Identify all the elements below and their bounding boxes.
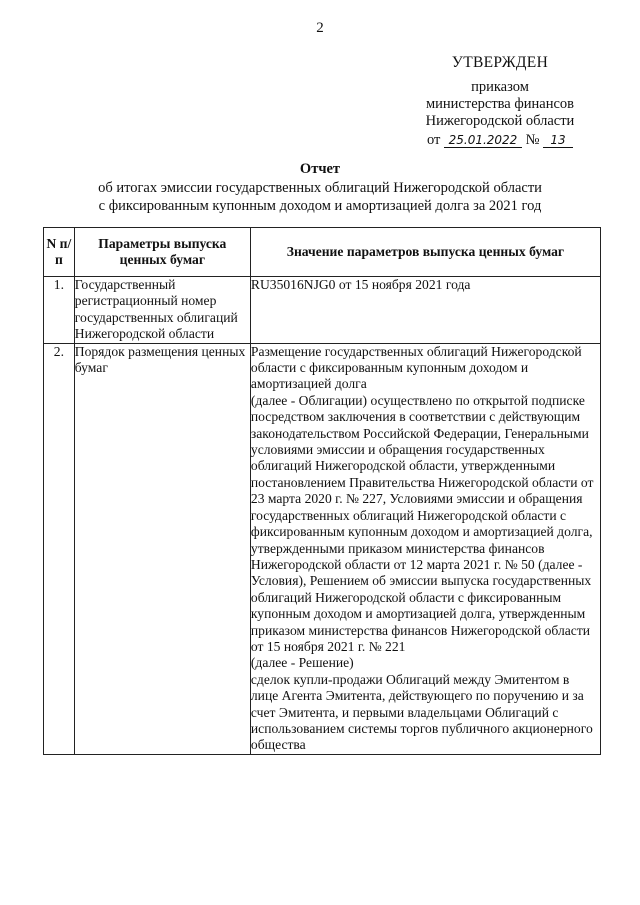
row-parameter: Государственный регистрационный номер государственных облигаций Нижегородской области (74, 277, 250, 344)
report-subtitle-line-1: об итогах эмиссии государственных облигаций Нижегородской области (98, 180, 542, 196)
approval-stamp (400, 54, 600, 149)
handwritten-date: 25.01.2022 (444, 134, 522, 148)
handwritten-number: 13 (543, 134, 573, 148)
page-number: 2 (316, 20, 324, 36)
table-row (44, 277, 601, 344)
approval-order-details (400, 132, 600, 149)
approval-line-order: приказом (471, 79, 529, 95)
row-value (250, 277, 600, 344)
number-label: № (525, 132, 540, 148)
row-value-text: (далее - Решение) (250, 655, 354, 671)
row-value-text: сделок купли-продажи Облигаций между Эмитентом в лице Агента Эмитента, действующего по поручению и за счет Эмитента, и первыми владельцами Облигаций с использованием системы торгов публичного акционерного общества (250, 671, 593, 753)
report-title: Отчет (299, 161, 341, 177)
report-title-block (0, 160, 640, 215)
approval-line-ministry: министерства финансов (425, 96, 575, 112)
table-row (44, 343, 601, 754)
header-number: N п/п (44, 228, 75, 277)
approval-line-region: Нижегородской области (425, 113, 575, 129)
row-number: 2. (44, 343, 75, 754)
approval-heading: УТВЕРЖДЕН (451, 54, 549, 71)
row-number: 1. (44, 277, 75, 344)
row-parameter: Порядок размещения ценных бумаг (74, 343, 250, 754)
report-subtitle-line-2: с фиксированным купонным доходом и амортизацией долга за 2021 год (98, 198, 542, 214)
row-value (250, 343, 600, 754)
table-header-row (44, 228, 601, 277)
header-parameter: Параметры выпуска ценных бумаг (74, 228, 250, 277)
parameters-table (43, 227, 601, 755)
row-value-text: (далее - Облигации) осуществлено по открытой подписке посредством заключения в соответствии с действующим законодательством Российской Федерации, Генеральными условиями эмиссии и обращения государственных облигаций Нижегородской области, утвержденными постановлением Правительства Нижегородской области от 23 марта 2020 г. № 227, Условиями эмиссии и обращения государственных облигаций Нижегородской области с фиксированным купонным доходом и амортизацией долга, утвержденными приказом министерства финансов Нижегородской области от 12 марта 2021 г. № 50 (далее - Условия), Решением об эмиссии выпуска государственных облигаций Нижегородской области с фиксированным купонным доходом и амортизацией долга, утвержденным приказом министерства финансов Нижегородской области от 15 ноября 2021 г. № 221 (250, 392, 594, 654)
from-label: от (426, 132, 441, 148)
header-value: Значение параметров выпуска ценных бумаг (250, 228, 600, 277)
row-value-text: RU35016NJG0 от 15 ноября 2021 года (250, 277, 471, 292)
row-value-text: Размещение государственных облигаций Нижегородской области с фиксированным купонным доходом и амортизацией долга (250, 343, 582, 392)
